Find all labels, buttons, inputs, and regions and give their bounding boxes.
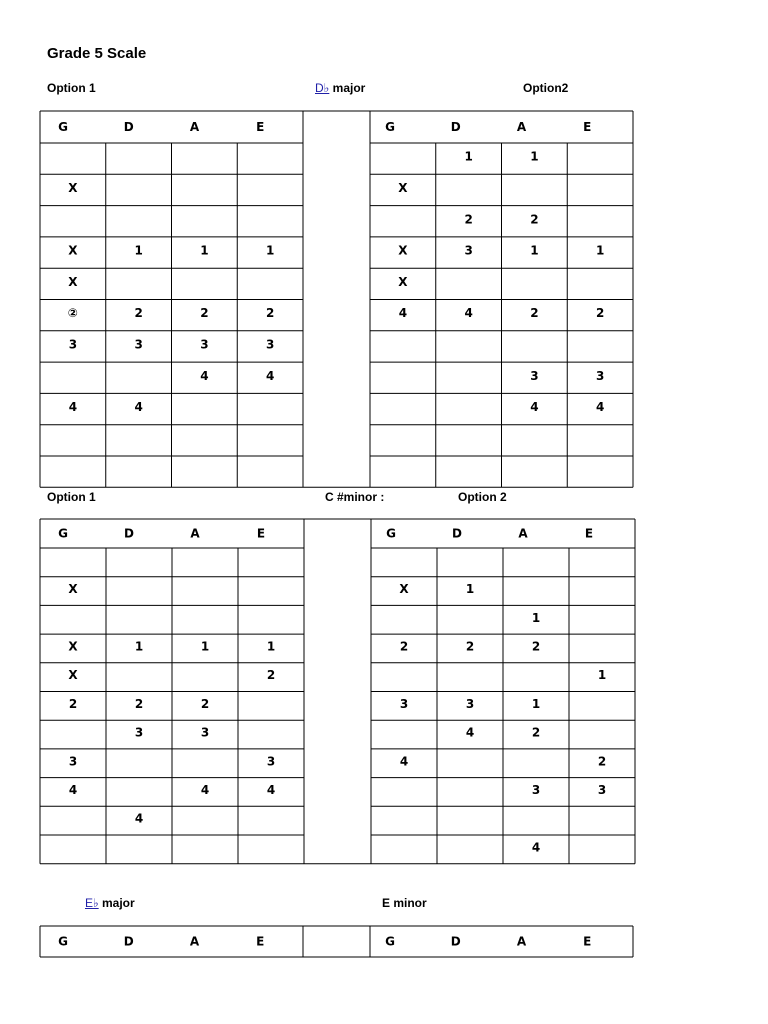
- grid2-right-cell: 2: [465, 639, 475, 654]
- grid2-left-cell: 4: [68, 782, 78, 797]
- grid2-right-cell: 3: [597, 782, 607, 797]
- grid2-left-header-E: E: [256, 526, 266, 541]
- grid2-left-cell: 2: [200, 696, 210, 711]
- grid1-left-cell: ②: [67, 306, 78, 321]
- page-title: Grade 5 Scale: [47, 45, 147, 62]
- grid2-right-cell: 4: [531, 840, 541, 855]
- grid1-right-header-E: E: [583, 120, 592, 134]
- grid3-right-header-D: D: [450, 934, 461, 949]
- grid1-right-cell: 4: [398, 306, 408, 321]
- grid2-right-cell: 1: [465, 582, 475, 597]
- grid1-left-cell: 3: [265, 337, 275, 352]
- grid2-left-cell: X: [68, 639, 78, 654]
- section1-key-link[interactable]: D♭: [315, 81, 330, 95]
- grid1-right-cell: 3: [530, 368, 539, 383]
- grid1-left-header-E: E: [256, 120, 265, 134]
- section2-option1-label: Option 1: [47, 490, 96, 504]
- grid2-right-header-A: A: [518, 526, 528, 541]
- grid1-left-cell: 3: [134, 337, 143, 352]
- grid2-right-cell: 1: [531, 696, 541, 711]
- grid1-right-cell: 1: [530, 243, 539, 258]
- grid2-left-cell: 3: [200, 725, 210, 740]
- grid1-right-cell: 2: [595, 306, 605, 321]
- grid1-left-cell: X: [68, 243, 78, 258]
- grid1-right-cell: X: [398, 243, 408, 258]
- grid1-right-cell: 1: [530, 149, 539, 164]
- grid2-left-header-D: D: [124, 526, 134, 541]
- grid1-right-cell: 3: [595, 368, 605, 383]
- grid1-right-cell: 2: [530, 306, 539, 321]
- grid1-right-cell: 2: [530, 212, 539, 227]
- grid1-left-header-D: D: [123, 120, 134, 134]
- grid1-left-cell: 4: [265, 368, 275, 383]
- section2-key-label: C #minor :: [325, 490, 385, 504]
- grid3-right-header-A: A: [516, 934, 527, 949]
- grid2-right-cell: 3: [465, 696, 475, 711]
- section1-option1-label: Option 1: [47, 81, 96, 95]
- grid1-left-cell: 4: [68, 400, 78, 415]
- grid1-left-cell: 3: [200, 337, 209, 352]
- grid2-right-cell: 3: [399, 696, 409, 711]
- section1-key-mode: major: [329, 81, 366, 95]
- grid1-left-cell: X: [68, 180, 78, 195]
- grid2-right-cell: 1: [597, 668, 607, 683]
- grid3-left-header-G: G: [58, 934, 68, 949]
- grid1-right-cell: 4: [530, 400, 539, 415]
- grid1-left-header-G: G: [58, 120, 68, 134]
- grid2-left-cell: 1: [266, 639, 276, 654]
- grid2-right-cell: 2: [597, 754, 607, 769]
- grid1-right-header-D: D: [450, 120, 461, 134]
- grid1-left-cell: 2: [134, 306, 143, 321]
- grid2-right-header-D: D: [452, 526, 462, 541]
- grid3-right-header-E: E: [583, 934, 592, 949]
- grid1-left-cell: 1: [265, 243, 275, 258]
- grid3-left-header-E: E: [256, 934, 265, 949]
- grid2-left-cell: X: [68, 668, 78, 683]
- grid2-left-cell: 2: [266, 668, 276, 683]
- grid2-left-cell: 4: [266, 782, 276, 797]
- grid1-right-cell: 1: [595, 243, 605, 258]
- grid2-right-cell: 4: [399, 754, 409, 769]
- grid2-left-cell: 1: [200, 639, 210, 654]
- section3-key-link[interactable]: E♭: [85, 896, 99, 910]
- grid1-right-header-A: A: [516, 120, 527, 134]
- grid2-left-cell: 2: [134, 696, 144, 711]
- grid1-left-cell: 2: [200, 306, 209, 321]
- grid2-left-header-G: G: [58, 526, 68, 541]
- section2-option2-label: Option 2: [458, 490, 507, 504]
- grid1-left-cell: 4: [134, 400, 143, 415]
- grid2-left-cell: 3: [134, 725, 144, 740]
- grid3-left-header-A: A: [189, 934, 200, 949]
- grid2-left-header-A: A: [190, 526, 200, 541]
- grid1-right-cell: 2: [464, 212, 473, 227]
- grid1-right-cell: 1: [464, 149, 473, 164]
- grid2-right-cell: 2: [399, 639, 409, 654]
- grid2-left-cell: 4: [134, 811, 144, 826]
- section3-key-mode: major: [98, 896, 135, 910]
- grid2-left-cell: X: [68, 582, 78, 597]
- grid2-right-header-G: G: [386, 526, 396, 541]
- grid2-right-header-E: E: [584, 526, 594, 541]
- section1-option2-label: Option2: [523, 81, 569, 95]
- grid1-left-cell: 3: [68, 337, 78, 352]
- grid1-right-cell: 4: [595, 400, 605, 415]
- grid1-left-cell: 1: [134, 243, 143, 258]
- grid1-right-cell: X: [398, 274, 408, 289]
- grid1-right-cell: 3: [464, 243, 473, 258]
- grid1-left-cell: 4: [200, 368, 209, 383]
- grid2-right-cell: 3: [531, 782, 541, 797]
- grid1-left-cell: X: [68, 274, 78, 289]
- grid2-right-cell: 4: [465, 725, 475, 740]
- section3-right-key-label: E minor: [382, 896, 427, 910]
- grid2-left-cell: 3: [266, 754, 276, 769]
- grid2-left-cell: 3: [68, 754, 78, 769]
- grid2-right-cell: 2: [531, 639, 541, 654]
- grid3-right-header-G: G: [385, 934, 395, 949]
- grid1-left-cell: 2: [265, 306, 275, 321]
- grid2-right-cell: X: [399, 582, 409, 597]
- grid3-left-header-D: D: [123, 934, 134, 949]
- grid1-right-cell: 4: [464, 306, 473, 321]
- grid2-left-cell: 4: [200, 782, 210, 797]
- grid2-right-cell: 1: [531, 610, 541, 625]
- grid2-left-cell: 2: [68, 696, 78, 711]
- grid1-left-cell: 1: [200, 243, 209, 258]
- grid1-right-cell: X: [398, 180, 408, 195]
- grid1-left-header-A: A: [189, 120, 200, 134]
- grid1-right-header-G: G: [385, 120, 395, 134]
- grid2-left-cell: 1: [134, 639, 144, 654]
- grid2-right-cell: 2: [531, 725, 541, 740]
